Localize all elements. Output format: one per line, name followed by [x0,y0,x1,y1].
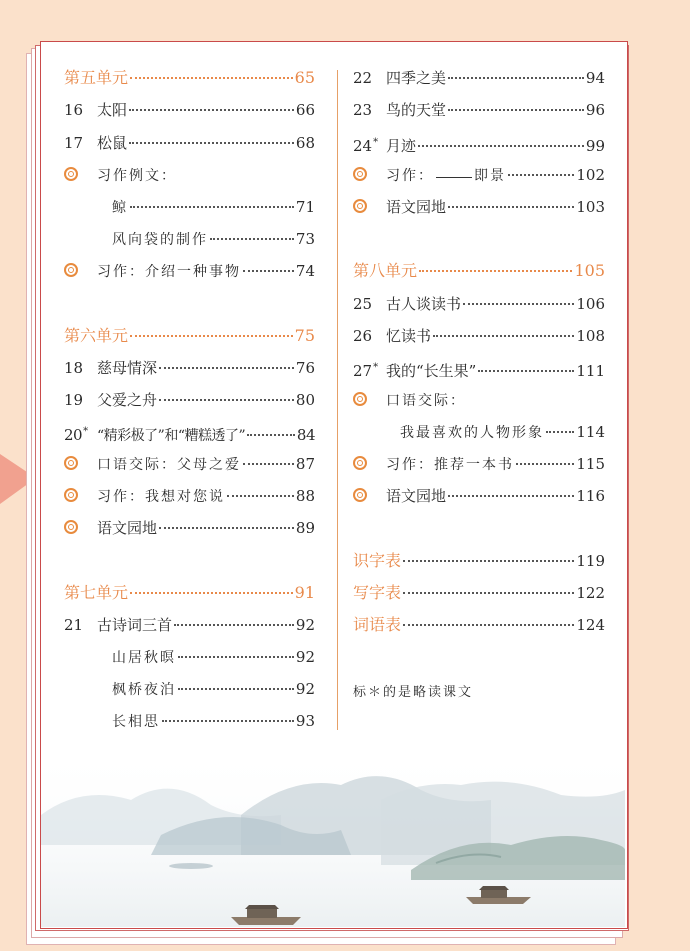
toc-lesson-18[interactable] [64,358,315,378]
section-title: 习作：我想对您说 [97,489,225,505]
page-number: 103 [576,198,605,216]
lesson-number: 24 [353,137,373,155]
leader-dots [130,77,293,79]
lesson-number: 19 [64,391,84,409]
leader-dots [159,367,294,369]
toc-appendix-writing[interactable] [353,583,605,603]
leader-dots [418,145,584,147]
toc-example-heading [64,165,315,186]
page-number: 92 [295,680,315,698]
lesson-title: 古诗词三首 [97,616,173,634]
toc-unit-8[interactable] [353,261,605,281]
appendix-title: 词语表 [353,615,402,634]
toc-lesson-22[interactable] [353,68,605,88]
leader-dots [448,109,584,111]
lesson-title: 月迹 [386,137,417,155]
page-number: 87 [295,455,315,473]
toc-lesson-26[interactable] [353,326,605,346]
lesson-title: 忆读书 [386,327,432,345]
circle-bullet-icon [64,263,78,277]
toc-lesson-21[interactable] [64,615,315,635]
leader-dots [130,592,293,594]
leader-dots [159,527,294,529]
skim-star: * [83,426,88,437]
page-number: 111 [576,362,605,380]
section-title: 语文园地 [97,519,158,537]
leader-dots [516,463,574,465]
section-title: 习作：推荐一本书 [386,457,514,473]
toc-composition-6[interactable] [64,486,315,507]
unit-label: 第八单元 [353,261,418,280]
lesson-number: 22 [353,69,373,87]
leader-dots [247,434,295,436]
circle-bullet-icon [353,456,367,470]
page-number: 119 [576,552,605,570]
page-number: 68 [295,134,315,152]
lesson-title: “精彩极了”和“糟糕透了” [97,428,246,444]
leader-dots [448,495,574,497]
lesson-number: 26 [353,327,373,345]
page-number: 73 [295,230,315,248]
circle-bullet-icon [64,520,78,534]
page-number: 76 [295,359,315,377]
toc-oral-6[interactable] [64,454,315,475]
circle-bullet-icon [353,167,367,181]
circle-bullet-icon [353,488,367,502]
lesson-number: 27 [353,362,373,380]
leader-dots [129,109,294,111]
leader-dots [403,560,574,562]
page-number: 99 [585,137,605,155]
page-number: 102 [576,166,605,184]
toc-unit-5[interactable] [64,68,315,88]
section-title: 语文园地 [386,198,447,216]
circle-bullet-icon [64,167,78,181]
lesson-number: 25 [353,295,373,313]
skim-star: * [373,362,379,373]
page-number: 66 [295,101,315,119]
islet [169,863,213,869]
unit-label: 第六单元 [64,326,129,345]
page-number: 65 [294,68,315,87]
toc-poem-1[interactable] [112,647,315,668]
toc-poem-3[interactable] [112,711,315,732]
sub-title: 我最喜欢的人物形象 [400,425,544,441]
toc-example-1[interactable] [112,197,315,218]
lesson-number: 21 [64,616,84,634]
page-number: 106 [576,295,605,313]
ink-landscape-illustration [41,745,625,927]
section-title: 习作例文： [97,168,177,184]
page-number: 124 [576,616,605,634]
unit-label: 第七单元 [64,583,129,602]
lesson-title: 父爱之舟 [97,391,158,409]
page-number: 105 [574,261,605,280]
unit-label: 第五单元 [64,68,129,87]
toc-composition-5[interactable] [64,261,315,282]
page-number: 108 [576,327,605,345]
toc-oral-8[interactable] [400,422,605,443]
fill-in-blank [436,177,472,178]
skim-reading-note: 标＊的是略读课文 [353,685,474,700]
column-divider [337,70,338,730]
page-number: 74 [295,262,315,280]
circle-bullet-icon [353,392,367,406]
lesson-title: 鸟的天堂 [386,101,447,119]
sub-title: 枫桥夜泊 [112,682,176,698]
toc-lesson-23[interactable] [353,100,605,120]
leader-dots [478,370,574,372]
toc-garden-6[interactable] [64,518,315,538]
lesson-title: 我的“长生果” [386,362,477,380]
leader-dots [178,656,294,658]
page-number: 80 [295,391,315,409]
section-title: 口语交际：父母之爱 [97,457,241,473]
lesson-title: 慈母情深 [97,359,158,377]
leader-dots [159,399,294,401]
lesson-number: 23 [353,101,373,119]
toc-example-2[interactable] [112,229,315,250]
appendix-title: 识字表 [353,551,402,570]
page-number: 88 [295,487,315,505]
lesson-number: 18 [64,359,84,377]
section-title: 语文园地 [386,487,447,505]
page-number: 114 [576,423,605,441]
leader-dots [162,720,294,722]
page-number: 96 [585,101,605,119]
page-number: 93 [295,712,315,730]
skim-star: * [373,137,379,148]
leader-dots [174,624,294,626]
leader-dots [243,270,294,272]
leader-dots [403,624,574,626]
leader-dots [419,270,572,272]
leader-dots [448,206,574,208]
toc-garden-7[interactable] [353,197,605,217]
page-number: 122 [576,584,605,602]
leader-dots [463,303,574,305]
page-number: 89 [295,519,315,537]
leader-dots [508,174,574,176]
leader-dots [403,592,574,594]
leader-dots [546,431,574,433]
toc-lesson-16[interactable] [64,100,315,120]
sub-title: 鲸 [112,200,128,216]
section-title-prefix: 习作： [386,168,434,184]
sub-title: 风向袋的制作 [112,232,208,248]
appendix-title: 写字表 [353,583,402,602]
page-number: 71 [295,198,315,216]
lesson-title: 松鼠 [97,134,128,152]
leader-dots [210,238,294,240]
page-number: 92 [295,616,315,634]
lesson-title: 四季之美 [386,69,447,87]
toc-garden-8[interactable] [353,486,605,506]
page-number: 75 [294,326,315,345]
page-number: 116 [576,487,605,505]
lesson-number: 17 [64,134,84,152]
lesson-title: 太阳 [97,101,128,119]
leader-dots [130,335,293,337]
lesson-title: 古人谈读书 [386,295,462,313]
leader-dots [448,77,584,79]
leader-dots [433,335,574,337]
section-title-suffix: 即景 [474,168,506,184]
toc-appendix-literacy[interactable] [353,551,605,571]
circle-bullet-icon [64,488,78,502]
toc-lesson-17[interactable] [64,133,315,153]
toc-oral-8-heading [353,390,605,411]
circle-bullet-icon [64,456,78,470]
leader-dots [129,142,294,144]
toc-lesson-20[interactable] [64,422,315,446]
toc-composition-7[interactable] [353,165,605,186]
toc-composition-8[interactable] [353,454,605,475]
leader-dots [130,206,294,208]
toc-lesson-25[interactable] [353,294,605,314]
toc-lesson-24[interactable] [353,133,605,156]
section-title: 口语交际： [386,393,466,409]
lesson-number: 20 [64,426,83,444]
leader-dots [227,495,294,497]
leader-dots [178,688,294,690]
page-number: 91 [294,583,315,602]
page-number: 94 [585,69,605,87]
sub-title: 山居秋暝 [112,650,176,666]
toc-unit-6[interactable] [64,326,315,346]
circle-bullet-icon [353,199,367,213]
leader-dots [243,463,294,465]
sub-title: 长相思 [112,714,160,730]
section-title: 习作：介绍一种事物 [97,264,241,280]
lesson-number: 16 [64,101,84,119]
toc-lesson-27[interactable] [353,358,605,381]
toc-unit-7[interactable] [64,583,315,603]
page-number: 84 [296,426,315,444]
page-number: 115 [576,455,605,473]
toc-appendix-words[interactable] [353,615,605,635]
toc-poem-2[interactable] [112,679,315,700]
page-number: 92 [295,648,315,666]
toc-lesson-19[interactable] [64,390,315,410]
